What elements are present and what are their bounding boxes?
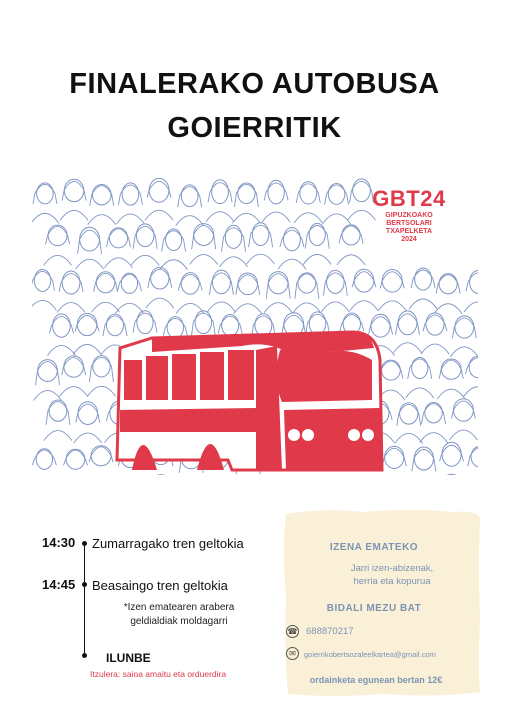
signup-instructions: Jarri izen-abizenak, herria eta kopurua: [350, 563, 434, 587]
phone-number[interactable]: 688870217: [306, 626, 354, 637]
gbt24-badge: [364, 186, 454, 244]
payment-note: ordainketa egunean bertan 12€: [309, 675, 443, 685]
schedule-note: *Izen ematearen arabera geldialdiak moldagarri: [123, 602, 235, 627]
poster-title-line2: GOIERRITIK: [167, 112, 342, 144]
return-note: Itzulera: saioa amaitu eta orduerdira: [90, 669, 227, 679]
schedule-time: 14:30: [42, 535, 76, 550]
badge-main: GBT24: [372, 186, 446, 211]
message-heading: BIDALI MEZU BAT: [326, 603, 422, 614]
timeline-dot: [82, 582, 87, 587]
bus-icon: [117, 332, 382, 470]
poster-title-line1: FINALERAKO AUTOBUSA: [69, 68, 440, 100]
phone-icon: ☎: [287, 627, 298, 636]
timeline-dot: [82, 541, 87, 546]
badge-line3: TXAPELKETA: [385, 228, 433, 235]
badge-line4: 2024: [401, 236, 417, 243]
email-icon: ✉: [286, 647, 299, 660]
badge-line1: GIPUZKOAKO: [385, 212, 433, 219]
destination-label: ILUNBE: [106, 651, 151, 665]
schedule-stop: Zumarragako tren geltokia: [92, 536, 244, 551]
registration-card: [282, 508, 482, 698]
signup-heading: IZENA EMATEKO: [329, 542, 419, 553]
badge-line2: BERTSOLARI: [386, 220, 432, 227]
timeline-line: [84, 543, 85, 655]
schedule-stop: Beasaingo tren geltokia: [92, 578, 228, 593]
timeline-dot: [82, 653, 87, 658]
email-address[interactable]: goierrikobertsozaleelkartea@gmail.com: [304, 650, 436, 659]
schedule-time: 14:45: [42, 577, 76, 592]
